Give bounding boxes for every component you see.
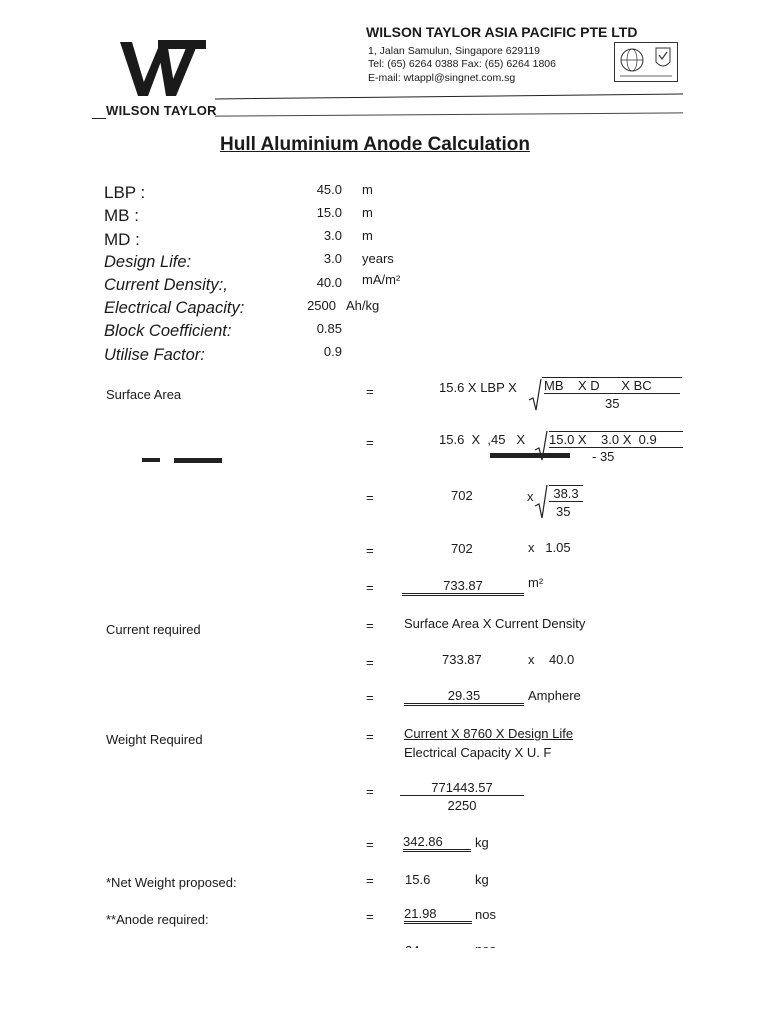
equals-sign: =: [366, 784, 374, 799]
current-step-multiply: x 40.0: [528, 652, 575, 667]
net-weight-value: 15.6: [405, 872, 431, 887]
param-value-lbp: 45.0: [316, 182, 342, 197]
param-label-current-density: Current Density:,: [104, 276, 228, 294]
equals-sign: =: [366, 909, 374, 924]
header-rule-lower: [215, 112, 683, 116]
certification-seal-icon: [614, 42, 678, 82]
sa-step3-value: 702: [451, 488, 473, 503]
surface-area-label: Surface Area: [106, 387, 182, 402]
sa-step2-numerator: 15.0 X 3.0 X 0.9: [549, 431, 683, 448]
net-weight-unit: kg: [475, 872, 489, 887]
equals-sign: =: [366, 543, 374, 558]
param-value-utilise-factor: 0.9: [323, 344, 342, 359]
current-result: 29.35: [404, 688, 524, 706]
sa-formula-numerator: MB X D X BC: [544, 378, 680, 394]
weight-formula-numerator: Current X 8760 X Design Life: [404, 726, 574, 741]
header-rule: [215, 94, 683, 100]
param-unit-lbp: m: [362, 182, 373, 197]
weight-formula-denominator: Electrical Capacity X U. F: [404, 745, 552, 760]
weight-step-numerator: 771443.57: [400, 780, 524, 796]
current-unit: Amphere: [528, 688, 581, 703]
sa-step4-value: 702: [451, 541, 473, 556]
surface-area-result: 733.87: [402, 578, 524, 596]
square-root-icon: [528, 378, 542, 412]
brand-rule-left: [92, 118, 106, 119]
param-value-mb: 15.0: [316, 205, 342, 220]
param-unit-design-life: years: [362, 251, 394, 266]
param-value-block-coefficient: 0.85: [316, 321, 342, 336]
current-formula: Surface Area X Current Density: [404, 616, 586, 631]
equals-sign: =: [366, 435, 374, 450]
company-address: 1, Jalan Samulun, Singapore 629119: [368, 45, 541, 57]
brand-name: WILSON TAYLOR: [106, 103, 217, 118]
equals-sign: =: [366, 837, 374, 852]
param-label-design-life: Design Life:: [104, 253, 192, 271]
company-logo: [118, 38, 208, 100]
param-label-electrical-capacity: Electrical Capacity:: [104, 299, 245, 317]
param-value-design-life: 3.0: [323, 251, 342, 266]
equals-sign: =: [366, 490, 374, 505]
scan-mark: [490, 453, 570, 458]
param-unit-md: m: [362, 228, 373, 243]
weight-unit: kg: [475, 835, 489, 850]
weight-result: 342.86: [403, 834, 471, 852]
scan-mark: [174, 458, 222, 463]
company-phone: Tel: (65) 6264 0388 Fax: (65) 6264 1806: [368, 58, 556, 70]
param-label-md: MD :: [104, 230, 140, 249]
param-label-utilise-factor: Utilise Factor:: [104, 346, 205, 364]
company-email: E-mail: wtappl@singnet.com.sg: [368, 72, 516, 84]
param-value-md: 3.0: [323, 228, 342, 243]
anode-required-unit: nos: [475, 907, 496, 922]
sa-step3-numerator: 38.3: [549, 485, 583, 502]
equals-sign: =: [366, 618, 374, 633]
current-step-value: 733.87: [442, 652, 482, 667]
param-unit-current-density: mA/m²: [362, 272, 401, 287]
param-value-current-density: 40.0: [316, 275, 342, 290]
company-name: WILSON TAYLOR ASIA PACIFIC PTE LTD: [366, 24, 638, 40]
current-required-label: Current required: [106, 622, 201, 637]
weight-required-label: Weight Required: [106, 732, 203, 747]
param-unit-electrical-capacity: Ah/kg: [346, 298, 380, 313]
net-weight-label: *Net Weight proposed:: [106, 875, 237, 890]
anode-required-value: 21.98: [404, 906, 472, 924]
scan-mark: [142, 458, 160, 462]
page-title: Hull Aluminium Anode Calculation: [220, 134, 530, 155]
equals-sign: =: [366, 690, 374, 705]
param-value-electrical-capacity: 2500: [307, 298, 336, 313]
sa-formula-denominator: 35: [605, 396, 620, 411]
sa-step2-denominator: - 35: [592, 449, 615, 464]
sa-step4-multiply: x 1.05: [528, 540, 571, 555]
equals-sign: =: [366, 873, 374, 888]
surface-area-unit: m²: [528, 575, 544, 590]
equals-sign: =: [366, 655, 374, 670]
param-label-lbp: LBP :: [104, 183, 146, 202]
weight-step-denominator: 2250: [447, 798, 477, 813]
sa-step3-denominator: 35: [556, 504, 571, 519]
equals-sign: =: [366, 384, 374, 399]
anode-required-label: **Anode required:: [106, 912, 209, 927]
square-root-icon: [534, 484, 548, 520]
sa-step3-multiply: x: [527, 489, 534, 504]
sa-step2-coefficient: 15.6 X ,45 X: [439, 432, 525, 447]
param-label-mb: MB :: [104, 206, 139, 225]
sa-formula-coefficient: 15.6 X LBP X: [439, 380, 517, 395]
param-label-block-coefficient: Block Coefficient:: [104, 322, 232, 340]
equals-sign: =: [366, 580, 374, 595]
equals-sign: =: [366, 729, 374, 744]
param-unit-mb: m: [362, 205, 373, 220]
scan-cutoff: [100, 948, 680, 1024]
